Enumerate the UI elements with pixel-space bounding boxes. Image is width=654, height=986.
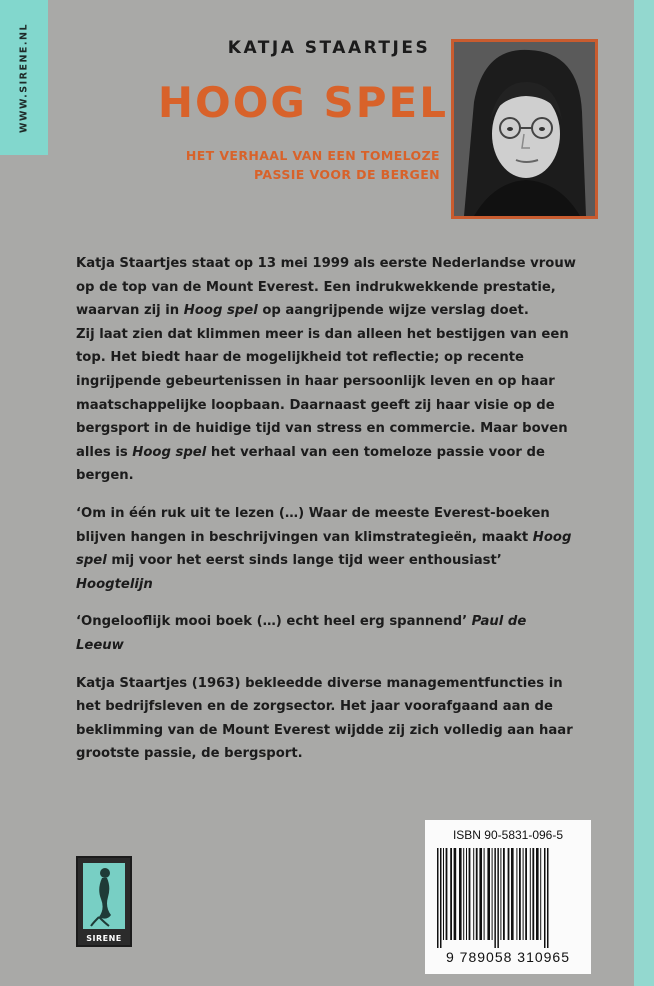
- quote-text: mij voor het eerst sinds lange tijd weer enthousiast’: [106, 553, 502, 569]
- back-edge-strip: [634, 0, 654, 986]
- title-italic: Hoog spel: [76, 529, 572, 569]
- blurb-text: Zij laat zien dat klimmen meer is dan alleen het bestijgen van een top. Het biedt haar de mogelijkheid tot reflectie; op recente ingrijpende gebeurtenissen in haar persoonlijk leven en op haar maatschappelijke loopbaan. Daarnaast geeft zij haar visie op de bergsport in de huidige tijd van stress en commercie. Maar boven alles is: [76, 326, 569, 460]
- blurb-text: Katja Staartjes staat op 13 mei 1999 als eerste Nederlandse vrouw op de top van de Mount Everest. Een indrukwekkende prestatie, waarvan zij in: [76, 256, 576, 319]
- review-quote-2: [76, 610, 578, 657]
- mermaid-icon: [83, 863, 125, 929]
- blurb-paragraph-1: [76, 252, 578, 323]
- quote-text: ‘Om in één ruk uit te lezen (…) Waar de meeste Everest-boeken blijven hangen in beschrijvingen van klimstrategieën, maakt: [76, 505, 550, 545]
- quote-source: Paul de Leeuw: [76, 614, 527, 653]
- barcode-icon: [437, 848, 587, 948]
- author-photo: [451, 39, 598, 219]
- title-italic: Hoog spel: [132, 444, 207, 460]
- title-italic: Hoog spel: [183, 303, 258, 319]
- portrait-image: [454, 42, 595, 216]
- blurb-paragraph-2: [76, 323, 578, 488]
- subtitle-line-1: HET VERHAAL VAN EEN TOMELOZE: [185, 148, 440, 163]
- book-title: HOOG SPEL: [157, 78, 448, 127]
- barcode-area: [425, 820, 591, 974]
- quote-source: Hoogtelijn: [76, 576, 153, 592]
- author-name: KATJA STAARTJES: [227, 38, 431, 58]
- publisher-name: SIRENE: [86, 934, 122, 943]
- barcode-digits: 9 789058 310965: [446, 949, 570, 965]
- book-subtitle: [100, 146, 440, 184]
- blurb-text: op aangrijpende wijze verslag doet.: [257, 303, 529, 319]
- subtitle-line-2: PASSIE VOOR DE BERGEN: [254, 167, 440, 182]
- publisher-logo: [76, 856, 132, 947]
- review-quote-1: [76, 502, 578, 596]
- blurb-text: het verhaal van een tomeloze passie voor de bergen.: [76, 444, 545, 484]
- spine-strip: [0, 0, 48, 155]
- isbn-number: ISBN 90-5831-096-5: [452, 828, 564, 842]
- publisher-url: WWW.SIRENE.NL: [18, 22, 30, 134]
- back-cover-text: [76, 252, 578, 775]
- quote-text: ‘Ongelooflijk mooi boek (…) echt heel erg spannend’: [76, 614, 472, 630]
- author-bio: Katja Staartjes (1963) bekleedde diverse managementfuncties in het bedrijfsleven en de zorgsector. Het jaar voorafgaand aan de beklimming van de Mount Everest wijdde zij zich volledig aan haar grootste passie, de bergsport.: [76, 675, 573, 762]
